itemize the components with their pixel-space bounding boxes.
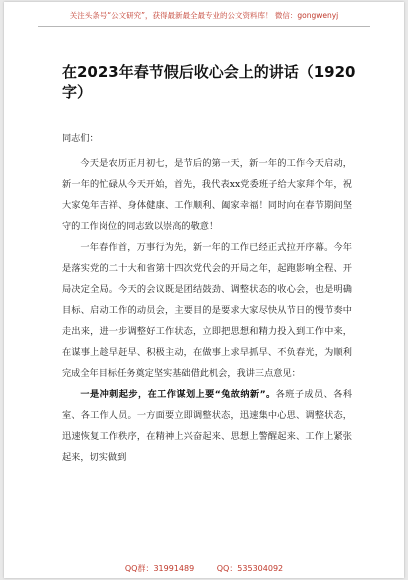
footer-qq-group: QQ群：31991489 [124,564,195,573]
salutation: 同志们： [62,133,99,144]
paragraph-3 [62,384,352,468]
header-divider [38,26,370,27]
footer-qq: QQ：535304092 [216,564,284,573]
footer-contact [4,563,404,574]
document-title: 在2023年春节假后收心会上的讲话（1920字） [62,63,356,101]
point-one-heading: 一是冲刺起步，在工作谋划上要“兔故纳新”。 [80,389,276,400]
header-note: 关注头条号“公文研究”，获得最新最全最专业的公文资料库！ 微信：gongwenyj [69,11,339,20]
paragraph-2: 一年春作首，万事行为先，新一年的工作已经正式拉开序幕。今年是落实党的二十大和省第十四次党代会的开局之年，起跑影响全程、开局决定全局。今天的会议既是团结鼓劲、调整状态的收心会，也是明确目标、启动工作的动员会，主要目的是要求大家尽快从节日的慢节奏中走出来，进一步调整好工作状态，立即把思想和精力投入到工作中来，在谋事上趁早赶早、积极主动，在做事上求早抓早、不负春光，为顺利完成全年目标任务奠定坚实基础借此机会，我讲三点意见： [62,242,352,379]
point-one-text: 各班子成员、各科室、各工作人员。一方面要立即调整状态，迅速集中心思、调整状态，迅速恢复工作秩序，在精神上兴奋起来、思想上警醒起来、工作上紧张起来，切实做到 [62,389,353,463]
paragraph-1: 今天是农历正月初七，是节后的第一天，新一年的工作今天启动，新一年的忙碌从今天开始，首先，我代表xx党委班子给大家拜个年，祝大家兔年吉祥、身体健康、工作顺利、阖家幸福！同时向在春节期间坚守的工作岗位的同志致以崇高的敬意！ [62,158,352,232]
document-page [4,2,404,578]
document-body [62,128,352,468]
